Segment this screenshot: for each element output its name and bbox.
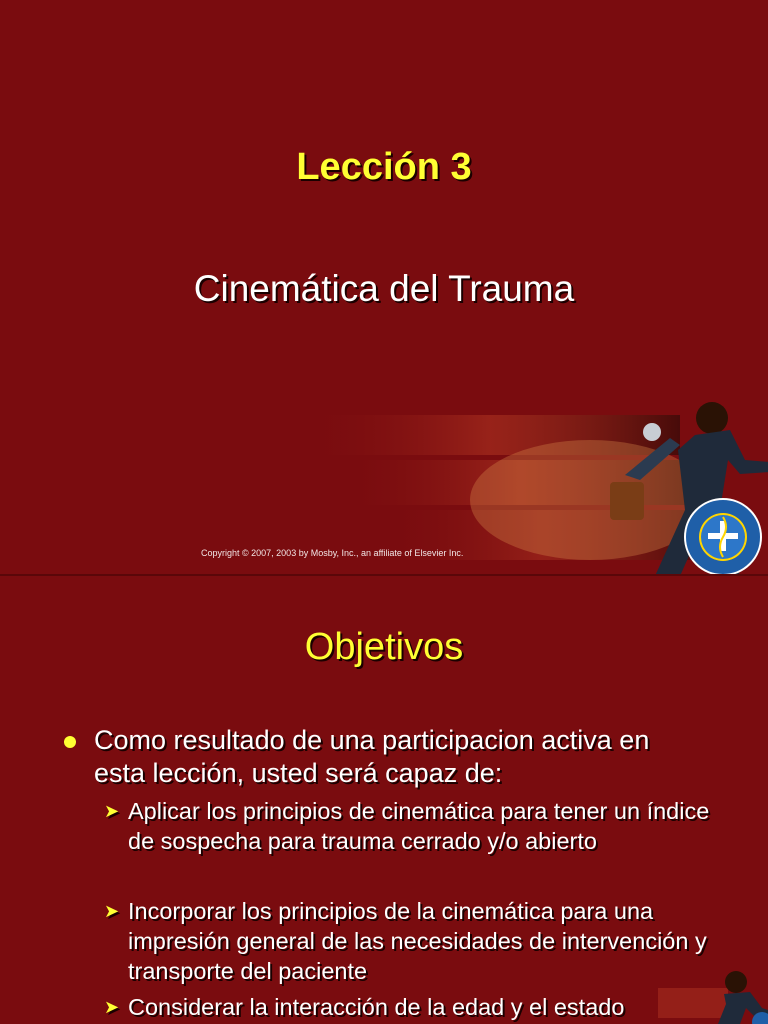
sub-bullet-text: Aplicar los principios de cinemática para tener un índice de sospecha para trauma cerrado y/o abierto — [128, 798, 710, 854]
slide-objectives — [0, 576, 768, 1024]
chevron-right-icon: ➤ — [104, 801, 120, 821]
sub-bullet-item — [104, 896, 714, 986]
chevron-right-icon: ➤ — [104, 901, 120, 921]
objectives-heading: Objetivos — [304, 626, 464, 668]
sub-bullet-item — [104, 992, 714, 1022]
sub-bullet-text: Considerar la interacción de la edad y el estado — [128, 994, 625, 1020]
copyright-notice: Copyright © 2007, 2003 by Mosby, Inc., an affiliate of Elsevier Inc. — [201, 548, 464, 558]
main-bullet-text: Como resultado de una participacion activa en esta lección, usted será capaz de: — [94, 725, 650, 788]
phtls-logo — [683, 497, 763, 576]
sub-bullet-item — [104, 796, 714, 856]
chevron-right-icon: ➤ — [104, 997, 120, 1017]
bullet-dot-icon — [64, 736, 76, 748]
lesson-title: Lección 3 — [296, 146, 472, 188]
lesson-subtitle: Cinemática del Trauma — [193, 268, 575, 309]
sub-bullet-text: Incorporar los principios de la cinemática para una impresión general de las necesidades de intervención y transporte del paciente — [128, 898, 707, 984]
main-bullet — [64, 724, 704, 790]
runner-corner-illustration — [658, 968, 768, 1024]
